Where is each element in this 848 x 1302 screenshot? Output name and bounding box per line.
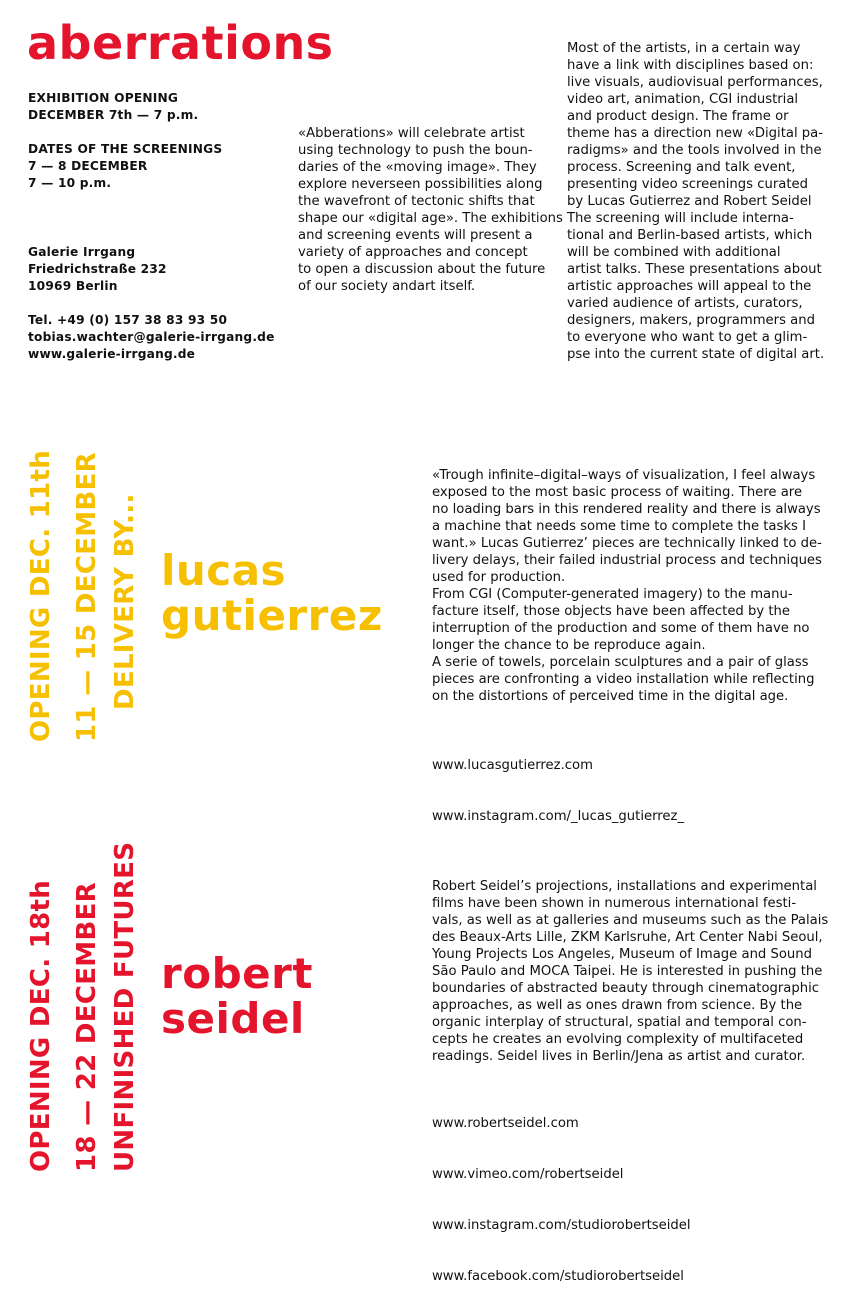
exhibition-info <box>28 90 222 192</box>
intro-text: «Abberations» will celebrate artist using technology to push the boun- daries of the «moving image». They explore neverseen possibilities along the wavefront of tectonic shifts that shape our «digital age». The exhibitions and screening events will present a variety of approaches and concept to open a discussion about the future of our society andart itself. <box>298 126 563 294</box>
side-text: Most of the artists, in a certain way have a link with disciplines based on: live visuals, audiovisual performances, video art, animation, CGI industrial and product design. The frame or theme has a direction new «Digital pa- radigms» and the tools involved in the process. Screening and talk event, presenting video screenings curated by Lucas Gutierrez and Robert Seidel The screening will include interna- tional and Berlin-based artists, which will be combined with additional artist talks. These presentations about artistic approaches will appeal to the varied audience of artists, curators, designers, makers, programmers and to everyone who want to get a glim- pse into the current state of digital art. <box>567 41 825 362</box>
venue-phone: Tel. +49 (0) 157 38 83 93 50 <box>28 313 228 327</box>
artist2-website-link[interactable]: www.robertseidel.com <box>432 1116 579 1131</box>
page-title: aberrations <box>27 16 334 70</box>
artist2-links <box>432 1081 691 1302</box>
artist2-opening: OPENING DEC. 18th <box>26 879 56 1172</box>
venue-name: Galerie Irrgang <box>28 245 136 259</box>
artist1-dates: 11 — 15 DECEMBER <box>72 452 102 742</box>
venue-website[interactable]: www.galerie-irrgang.de <box>28 347 196 361</box>
artist1-opening: OPENING DEC. 11th <box>26 449 56 742</box>
artist2-facebook-link[interactable]: www.facebook.com/studiorobertseidel <box>432 1269 684 1284</box>
artist1-show-title: DELIVERY BY... <box>110 493 140 710</box>
screenings-time: 7 — 10 p.m. <box>28 176 112 190</box>
artist1-links <box>432 723 684 842</box>
artist1-name: lucas gutierrez <box>161 546 383 640</box>
artist1-instagram-link[interactable]: www.instagram.com/_lucas_gutierrez_ <box>432 809 685 824</box>
opening-label: EXHIBITION OPENING <box>28 91 179 105</box>
artist2-vimeo-link[interactable]: www.vimeo.com/robertseidel <box>432 1167 624 1182</box>
venue-email[interactable]: tobias.wachter@galerie-irrgang.de <box>28 330 275 344</box>
artist2-name: robert seidel <box>161 949 313 1043</box>
opening-date: DECEMBER 7th — 7 p.m. <box>28 108 199 122</box>
screenings-label: DATES OF THE SCREENINGS <box>28 142 223 156</box>
address-block <box>28 244 275 363</box>
screenings-dates: 7 — 8 DECEMBER <box>28 159 148 173</box>
artist2-show-title: UNFINISHED FUTURES <box>110 841 140 1172</box>
venue-street: Friedrichstraße 232 <box>28 262 167 276</box>
artist1-website-link[interactable]: www.lucasgutierrez.com <box>432 758 593 773</box>
artist1-bio: «Trough infinite–digital–ways of visualization, I feel always exposed to the most basic process of waiting. There are no loading bars in this rendered reality and there is always a machine that needs some time to complete the tasks I want.» Lucas Gutierrez’ pieces are technically linked to de- livery delays, their failed industrial process and techniques used for production. From CGI (Computer-generated imagery) to the manu- facture itself, those objects have been affected by the interruption of the production and some of them have no longer the chance to be reproduce again. A serie of towels, porcelain sculptures and a pair of glass pieces are confronting a video installation while reflecting on the distortions of perceived time in the digital age. <box>432 468 822 704</box>
venue-city: 10969 Berlin <box>28 279 118 293</box>
artist2-bio: Robert Seidel’s projections, installations and experimental films have been shown in numerous international festi- vals, as well as at galleries and museums such as the Palais des Beaux-Arts Lille, ZKM Karlsruhe, Art Center Nabi Seoul, Young Projects Los Angeles, Museum of Image and Sound São Paulo and MOCA Taipei. He is interested in pushing the boundaries of abstracted beauty through cinematographic approaches, as well as ones drawn from science. By the organic interplay of structural, spatial and temporal con- cepts he creates an evolving complexity of multifaceted readings. Seidel lives in Berlin/Jena as artist and curator. <box>432 879 829 1064</box>
artist2-dates: 18 — 22 DECEMBER <box>72 882 102 1172</box>
artist2-instagram-link[interactable]: www.instagram.com/studiorobertseidel <box>432 1218 691 1233</box>
